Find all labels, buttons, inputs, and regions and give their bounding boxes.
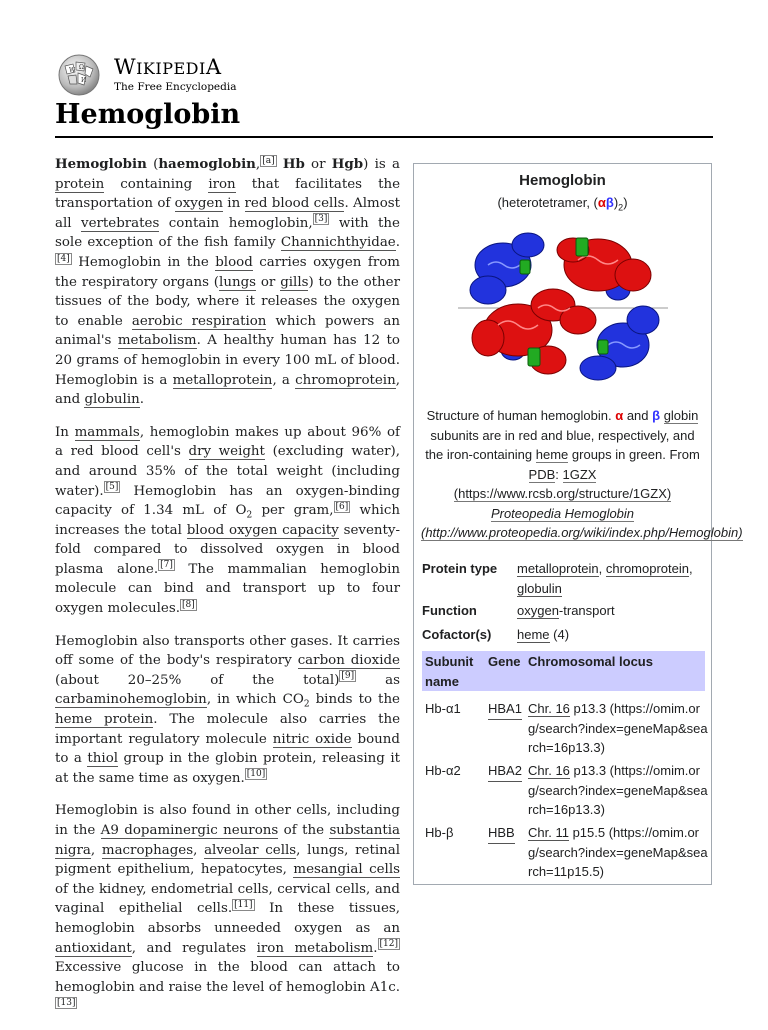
gene-table-row [422,823,708,885]
wiki-link[interactable]: iron [208,176,236,192]
subtitle-paren: ) [613,195,619,210]
reference-link[interactable]: [7] [160,560,173,571]
beta-symbol: β [605,195,614,210]
wiki-link[interactable]: red blood cells [244,196,345,212]
paragraph-mammals: In mammals, hemoglobin makes up about 96% of a red blood cell's dry weight (excluding water), and around 35% of the total weight (including water). [5] Hemoglobin has an oxygen-binding capacity of 1.34 mL of $O_2$ per gram, [6] which increases the total blood oxygen capacity seventy-fold compared to dissolved oxygen in blood plasma alone. [7] The mammalian hemoglobin molecule can bind and transport up to four oxygen molecules. [8] [55,424,401,617]
wiki-link[interactable]: globulin [84,392,140,408]
wiki-link[interactable]: aerobic respiration [131,313,267,329]
wiki-link[interactable]: heme [535,447,569,462]
alpha-symbol: α [615,408,624,423]
gene-table-header [422,651,705,691]
protein-type-label: Protein type [422,561,498,576]
wiki-link[interactable]: thiol [87,751,119,767]
omim-link[interactable]: p13.3 (https://omim.org/search?index=geneMap&search=16p13.3) [528,701,708,755]
wiki-link[interactable]: dry weight [188,444,265,460]
gene-link[interactable]: HBA2 [488,761,522,782]
bold-term: Hemoglobin [55,156,147,172]
site-header [55,52,715,94]
paragraph-intro: Hemoglobin (haemoglobin, [a] Hb or Hgb) is a protein containing iron that facilitates the transportation of oxygen in red blood cells. Almost all vertebrates contain hemoglobin, [3] with the sole exception of the fish family Channichthyidae.[4] Hemoglobin in the blood carries oxygen from the respiratory organs (lungs or gills) to the other tissues of the body, where it releases the oxygen to enable aerobic respiration which powers an animal's metabolism. A healthy human has 12 to 20 grams of hemoglobin in every 100 mL of blood. Hemoglobin is a metalloprotein, a chromoprotein, and globulin. [55,155,401,408]
wordmark[interactable] [114,55,236,93]
wiki-link[interactable]: blood [215,254,253,270]
wiki-link[interactable]: vertebrates [81,215,160,231]
wiki-link[interactable]: heme [517,627,550,642]
wordmark-tagline: The Free Encyclopedia [114,81,237,93]
chromosomal-locus-cell [528,823,708,882]
subtitle-text: (heterotetramer, ( [497,195,598,210]
reference-link[interactable]: [8] [181,599,195,610]
bold-term: Hgb [331,156,364,172]
paragraph-other-cells: Hemoglobin is also found in other cells, including in the A9 dopaminergic neurons of the substantia nigra, macrophages, alveolar cells, lungs, retinal pigment epithelium, hepatocytes, mesangial cells of the kidney, endometrial cells, cervical cells, and vaginal epithelial cells. [11] In these tissues, hemoglobin absorbs unneeded oxygen as an antioxidant, and regulates iron metabolism. [12] Excessive glucose in the blood can attach to hemoglobin and raise the level of hemoglobin A1c.[13] [55,803,401,1008]
bold-term: Hb [282,156,305,172]
wiki-link[interactable]: mammals [74,424,140,440]
wiki-link[interactable]: nitric oxide [272,731,352,747]
wiki-link[interactable]: oxygen [517,603,559,618]
infobox-subtitle [414,195,711,213]
wiki-link[interactable]: macrophages [101,842,194,858]
function-label: Function [422,603,477,618]
gene-table-row [422,761,708,823]
chromosome-link[interactable]: Chr. 16 [528,701,570,716]
chromosome-link[interactable]: Chr. 11 [528,825,569,840]
subscript: 2 [303,700,310,711]
svg-text:W: W [69,67,76,74]
wiki-link[interactable]: Channichthyidae [280,235,396,251]
wiki-link[interactable]: heme protein [55,712,154,728]
article-body [55,155,400,1030]
reference-link[interactable]: [3] [314,214,328,225]
wiki-link[interactable]: metalloprotein [172,372,273,388]
image-caption: Structure of human hemoglobin. α and β globin subunits are in red and blue, respectively, and the iron-containing heme groups in green. From PDB: 1GZX (https://www.rcsb.org/structure/1GZX) Proteopedia Hemoglobin (http://www.proteopedia.org/wiki/index.php/Hemoglobin) [421,408,743,540]
cofactor-row [422,625,705,645]
wiki-link[interactable]: mesangial cells [293,862,400,878]
protein-type-row [422,559,705,599]
wiki-link[interactable]: antioxidant [55,940,132,956]
external-link[interactable]: Proteopedia Hemoglobin (http://www.proteopedia.org/wiki/index.php/Hemoglobin) [421,505,743,540]
svg-text:Ω: Ω [79,64,84,71]
gene-table-row [422,699,708,761]
protein-type-value: metalloprotein, chromoprotein, globulin [517,561,693,596]
reference-link[interactable]: [5] [105,482,119,493]
wiki-link[interactable]: lungs [219,274,257,290]
wiki-link[interactable]: globin [663,408,699,423]
wiki-link[interactable]: metabolism [117,333,197,349]
page-title: Hemoglobin [55,94,713,138]
subunit-name-cell: Hb-α2 [425,763,461,778]
subtitle-end: ) [623,195,628,210]
gene-table [422,651,708,885]
gene-table-body [422,699,708,885]
wiki-link[interactable]: chromoprotein [295,372,396,388]
wiki-link[interactable]: globulin [517,580,562,596]
wiki-link[interactable]: metalloprotein [517,561,599,576]
wiki-link[interactable]: oxygen [174,196,223,212]
reference-link[interactable]: [12] [379,939,398,950]
wiki-link[interactable]: substantia nigra [55,823,401,858]
subscript: 2 [246,510,253,521]
wiki-link[interactable]: iron metabolism [256,940,374,956]
wiki-link[interactable]: chromoprotein [605,561,689,576]
chromosomal-locus-cell [528,699,708,758]
header-gene: Gene [488,654,521,669]
reference-link[interactable]: [6] [335,501,349,512]
reference-link[interactable]: [11] [234,899,253,910]
function-row [422,601,705,621]
cofactor-label: Cofactor(s) [422,627,492,642]
reference-link[interactable]: [4] [57,253,70,264]
subunit-name-cell: Hb-α1 [425,701,461,716]
wiki-link[interactable]: gills [280,274,309,290]
reference-link[interactable]: [9] [341,671,355,682]
wiki-link[interactable]: carbaminohemoglobin [55,692,207,708]
gene-link[interactable]: HBA1 [488,699,522,720]
omim-link[interactable]: p13.3 (https://omim.org/search?index=geneMap&search=16p13.3) [528,763,708,817]
bold-term: haemoglobin [158,156,256,172]
subtitle-subscript: 2 [618,202,624,213]
reference-link[interactable]: [a] [262,155,275,166]
infobox-title: Hemoglobin [519,172,606,189]
svg-text:И: И [81,77,87,84]
header-subunit-name: Subunit name [425,654,474,689]
function-value: oxygen-transport [517,603,615,618]
wiki-link[interactable]: A9 dopaminergic neurons [100,823,279,838]
subunit-name-cell: Hb-β [425,825,454,840]
wiki-link[interactable]: 1GZX (https://www.rcsb.org/structure/1GZX) [453,466,672,501]
beta-symbol: β [652,408,661,423]
wikipedia-globe-logo[interactable] [55,52,103,96]
wiki-link[interactable]: carbon dioxide [297,653,400,669]
wiki-link[interactable]: alveolar cells [204,842,297,858]
chromosome-link[interactable]: Chr. 16 [528,763,570,778]
header-chromosomal-locus: Chromosomal locus [528,654,653,669]
paragraph-other-gases: Hemoglobin also transports other gases. It carries off some of the body's respiratory carbon dioxide (about 20–25% of the total) [9] as carbaminohemoglobin, in which $CO_2$ binds to the heme protein. The molecule also carries the important regulatory molecule nitric oxide bound to a thiol group in the globin protein, releasing it at the same time as oxygen. [10] [55,633,400,786]
hemoglobin-structure-image[interactable] [458,220,668,390]
wiki-link[interactable]: blood oxygen capacity [186,522,339,538]
reference-link[interactable]: [10] [246,769,266,780]
wiki-link[interactable]: PDB [528,466,556,482]
reference-link[interactable]: [13] [57,997,76,1008]
alpha-symbol: α [597,195,606,210]
cofactor-value: heme (4) [517,627,570,642]
omim-link[interactable]: p15.5 (https://omim.org/search?index=geneMap&search=11p15.5) [528,825,708,879]
infobox [413,163,743,885]
wiki-link[interactable]: protein [55,176,105,192]
chromosomal-locus-cell [528,761,708,820]
wordmark-title: WIKIPEDIA [114,55,222,79]
gene-link[interactable]: HBB [488,823,515,844]
